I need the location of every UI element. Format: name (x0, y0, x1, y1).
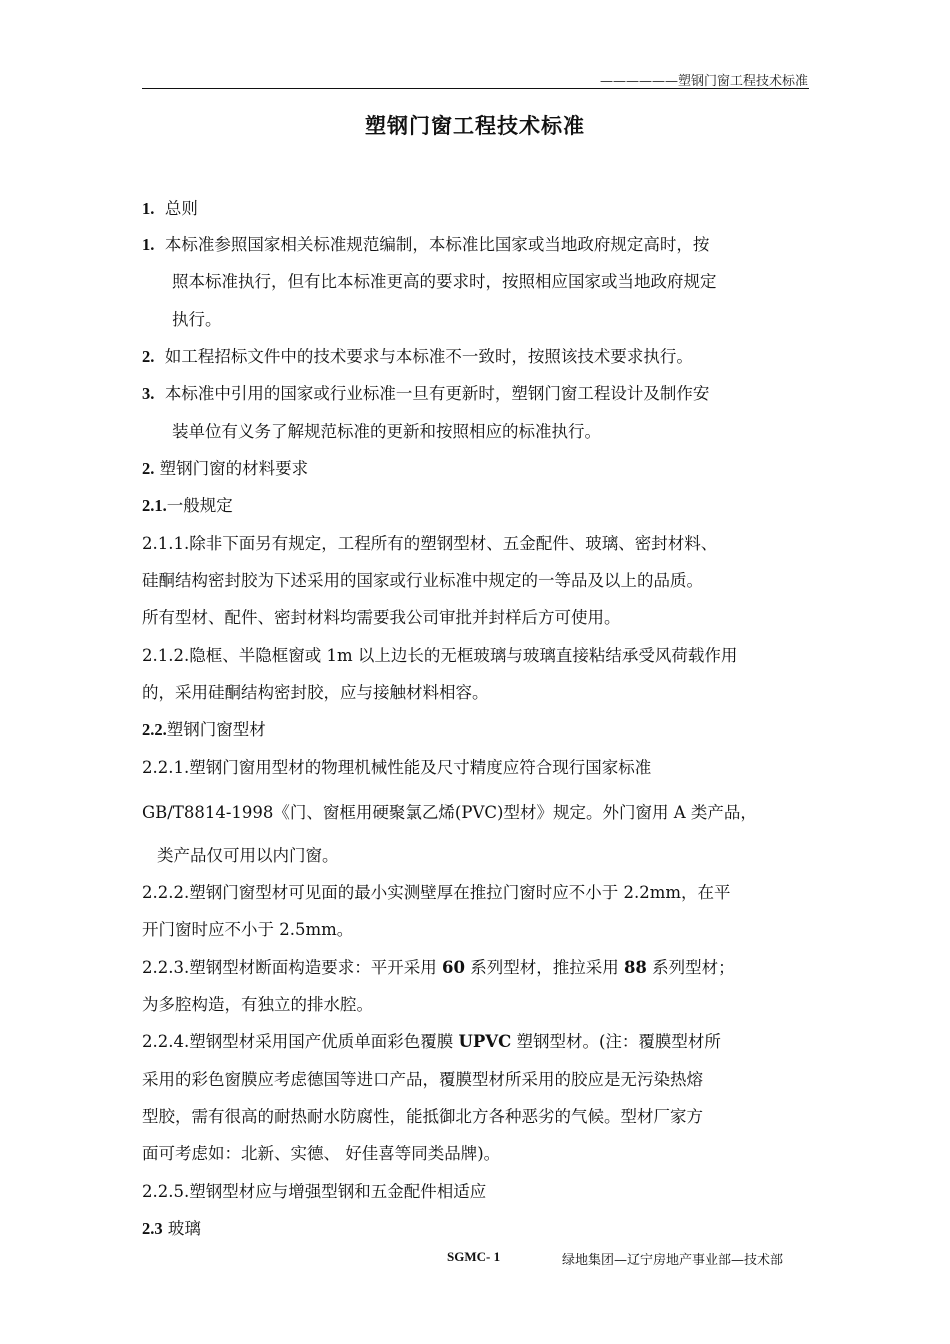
footer-organization: 绿地集团—辽宁房地产事业部—技术部 (562, 1253, 784, 1268)
subsection-title: 玻璃 (162, 1219, 201, 1238)
document-title: 塑钢门窗工程技术标准 (365, 114, 585, 138)
item-number: 2. (142, 347, 155, 366)
item-number: 1. (142, 235, 155, 254)
paragraph-line: 2.1.1.除非下面另有规定，工程所有的塑钢型材、五金配件、玻璃、密封材料、 (142, 534, 718, 553)
text-segment: 2.2.4.塑钢型材采用国产优质单面彩色覆膜 (142, 1032, 459, 1051)
running-header: ——————塑钢门窗工程技术标准 (599, 74, 808, 89)
section-title: 塑钢门窗的材料要求 (159, 459, 309, 478)
text-segment: 塑钢型材。(注：覆膜型材所 (511, 1032, 721, 1051)
paragraph-line: 硅酮结构密封胶为下述采用的国家或行业标准中规定的一等品及以上的品质。 (142, 571, 703, 590)
list-item (142, 349, 693, 366)
subsection-2-3-heading (142, 1221, 201, 1238)
paragraph-line: 2.2.2.塑钢门窗型材可见面的最小实测壁厚在推拉门窗时应不小于 2.2mm，在平 (142, 883, 731, 902)
paragraph-line: 采用的彩色窗膜应考虑德国等进口产品，覆膜型材所采用的胶应是无污染热熔 (142, 1070, 703, 1089)
section-number: 1. (142, 199, 155, 218)
text-segment: 2.2.3.塑钢型材断面构造要求：平开采用 (142, 958, 442, 977)
paragraph-line: 所有型材、配件、密封材料均需要我公司审批并封样后方可使用。 (142, 608, 621, 627)
item-text: 如工程招标文件中的技术要求与本标准不一致时，按照该技术要求执行。 (164, 347, 693, 366)
bold-value: 88 (623, 958, 647, 977)
item-text-cont: 装单位有义务了解规范标准的更新和按照相应的标准执行。 (172, 422, 601, 441)
paragraph-line: 为多腔构造，有独立的排水腔。 (142, 995, 373, 1014)
paragraph-line: 开门窗时应不小于 2.5mm。 (142, 920, 354, 939)
subsection-title: 塑钢门窗型材 (166, 720, 266, 739)
subsection-number: 2.1. (142, 496, 167, 515)
item-text: 本标准中引用的国家或行业标准一旦有更新时，塑钢门窗工程设计及制作安 (164, 384, 710, 403)
footer-page-code: SGMC- 1 (447, 1249, 501, 1264)
section-1-heading (142, 201, 198, 218)
bold-value: 60 (441, 958, 465, 977)
list-item (142, 386, 709, 403)
paragraph-line: 面可考虑如：北新、实德、 好佳喜等同类品牌)。 (142, 1144, 501, 1163)
paragraph-line: 2.2.5.塑钢型材应与增强型钢和五金配件相适应 (142, 1182, 487, 1201)
subsection-number: 2.3 (142, 1219, 163, 1238)
paragraph-line (142, 1034, 721, 1051)
paragraph-line: 类产品仅可用以内门窗。 (157, 846, 339, 865)
paragraph-line: 2.1.2.隐框、半隐框窗或 1m 以上边长的无框玻璃与玻璃直接粘结承受风荷载作用 (142, 646, 738, 665)
item-text-cont: 执行。 (172, 310, 222, 329)
bold-value: UPVC (458, 1032, 512, 1051)
paragraph-line: 2.2.1.塑钢门窗用型材的物理机械性能及尺寸精度应符合现行国家标准 (142, 758, 652, 777)
subsection-2-1-heading (142, 498, 233, 515)
item-text: 本标准参照国家相关标准规范编制，本标准比国家或当地政府规定高时，按 (164, 235, 710, 254)
item-number: 3. (142, 384, 155, 403)
paragraph-line (142, 960, 735, 977)
section-number: 2. (142, 459, 155, 478)
paragraph-line: GB/T8814-1998《门、窗框用硬聚氯乙烯(PVC)型材》规定。外门窗用 A 类产品， (142, 803, 757, 822)
text-segment: 系列型材； (646, 958, 735, 977)
subsection-number: 2.2. (142, 720, 167, 739)
paragraph-line: 的，采用硅酮结构密封胶，应与接触材料相容。 (142, 683, 489, 702)
subsection-2-2-heading (142, 722, 266, 739)
item-text-cont: 照本标准执行，但有比本标准更高的要求时，按照相应国家或当地政府规定 (172, 272, 717, 291)
subsection-title: 一般规定 (166, 496, 233, 515)
header-rule (142, 88, 809, 89)
section-2-heading (142, 461, 308, 478)
paragraph-line: 型胶，需有很高的耐热耐水防腐性，能抵御北方各种恶劣的气候。型材厂家方 (142, 1107, 703, 1126)
text-segment: 系列型材，推拉采用 (464, 958, 624, 977)
section-title: 总则 (164, 199, 198, 218)
list-item (142, 237, 709, 254)
